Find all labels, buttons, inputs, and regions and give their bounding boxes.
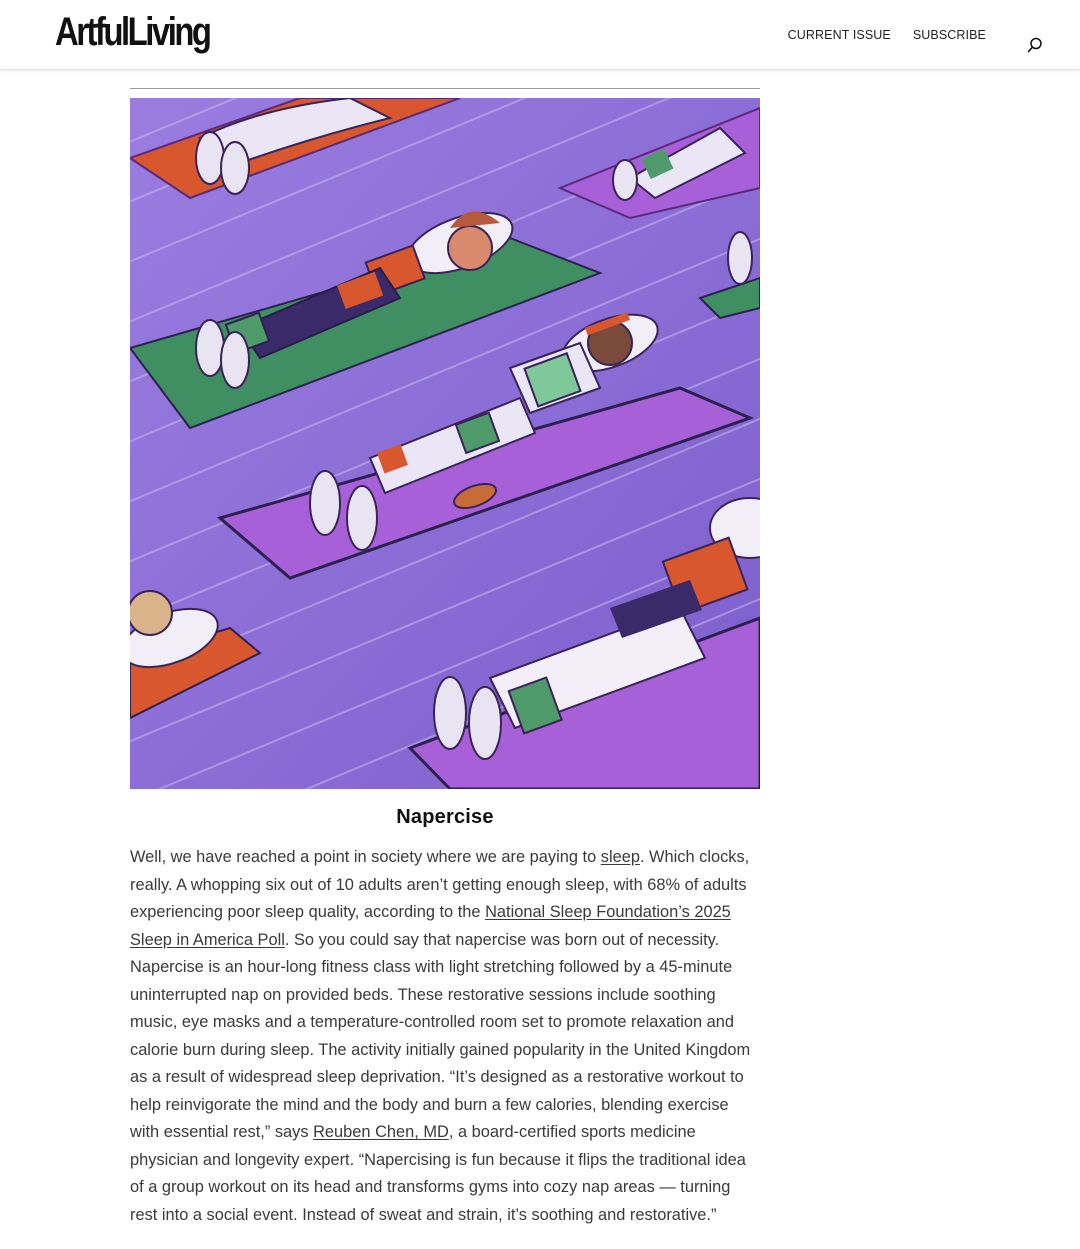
content-divider bbox=[130, 88, 760, 89]
main-nav bbox=[788, 28, 986, 42]
paragraph-text-2: . Which clocks, really. A whopping six out of 10 adults aren’t getting enough sleep, with 68% of adults experiencing poor sleep quality, according to the bbox=[130, 848, 750, 921]
link-reuben-chen[interactable]: Reuben Chen, MD bbox=[313, 1123, 449, 1141]
site-logo[interactable]: ArtfulLiving bbox=[55, 10, 210, 54]
nav-current-issue[interactable]: CURRENT ISSUE bbox=[787, 28, 891, 42]
image-caption: Napercise bbox=[396, 806, 494, 828]
search-button[interactable] bbox=[1026, 36, 1044, 54]
paragraph-text-4: , a board-certified sports medicine physician and longevity expert. “Napercising is fun because it flips the traditional idea of a group workout on its head and transforms gyms into cozy nap areas — turning rest into a social event. Instead of sweat and strain, it’s soothing and restorative.” bbox=[130, 1123, 746, 1224]
link-sleep[interactable]: sleep bbox=[600, 848, 640, 866]
link-sleep-poll[interactable]: National Sleep Foundation’s 2025 Sleep in America Poll bbox=[130, 903, 731, 949]
site-header bbox=[0, 0, 1080, 70]
nav-subscribe[interactable]: SUBSCRIBE bbox=[912, 28, 986, 42]
hero-illustration bbox=[130, 98, 760, 789]
article-paragraph bbox=[130, 844, 762, 1229]
paragraph-text-3: . So you could say that napercise was born out of necessity. Napercise is an hour-long fitness class with light stretching followed by a 45-minute uninterrupted nap on provided beds. These restorative sessions include soothing music, eye masks and a temperature-controlled room set to promote relaxation and calorie burn during sleep. The activity initially gained popularity in the United Kingdom as a result of widespread sleep deprivation. “It’s designed as a restorative workout to help reinvigorate the mind and the body and burn a few calories, blending exercise with essential rest,” says bbox=[130, 930, 751, 1141]
paragraph-text-1: Well, we have reached a point in society where we are paying to bbox=[130, 848, 601, 866]
search-icon bbox=[1026, 36, 1044, 54]
